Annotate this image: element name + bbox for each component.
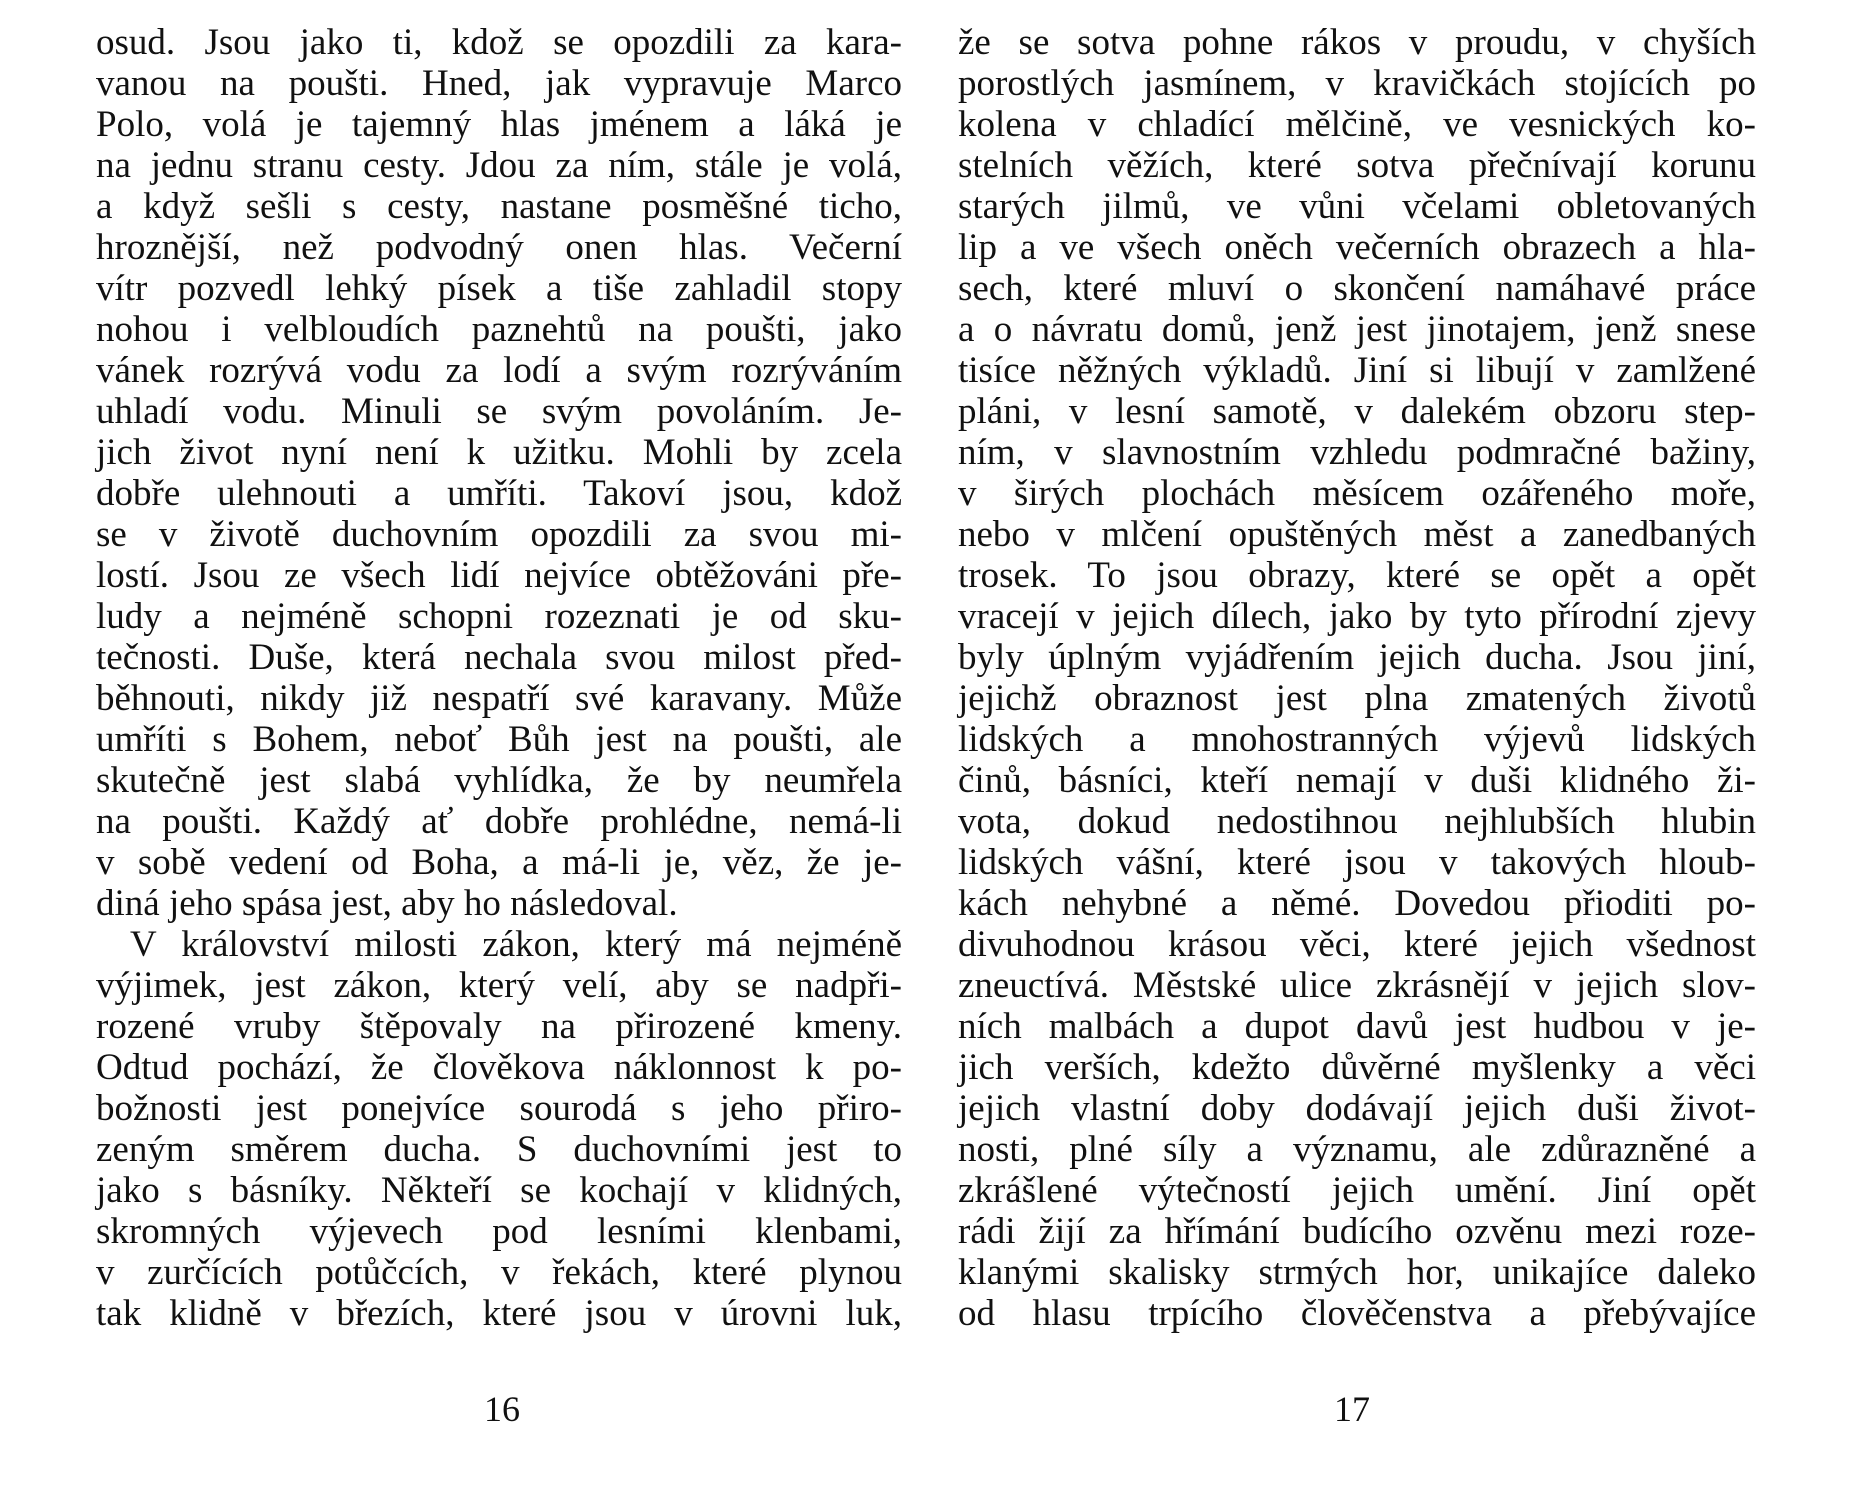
- text-line-content: lidských vášní, které jsou v takových hloub-: [958, 842, 1756, 883]
- text-line-content: a o návratu domů, jenž jest jinotajem, jenž snese: [958, 309, 1756, 350]
- text-line: [958, 350, 1756, 391]
- text-line-content: Polo, volá je tajemný hlas jménem a láká je: [96, 104, 902, 145]
- text-line: [96, 473, 902, 514]
- text-line: [958, 965, 1756, 1006]
- text-line-content: porostlých jasmínem, v kravičkách stojících po: [958, 63, 1756, 104]
- text-line-content: vítr pozvedl lehký písek a tiše zahladil stopy: [96, 268, 902, 309]
- text-line-content: že se sotva pohne rákos v proudu, v chyších: [958, 22, 1756, 63]
- text-line-content: byly úplným vyjádřením jejich ducha. Jsou jiní,: [958, 637, 1756, 678]
- text-line: [96, 678, 902, 719]
- text-line: [958, 391, 1756, 432]
- text-line: [958, 842, 1756, 883]
- text-line-content: se v životě duchovním opozdili za svou mi-: [96, 514, 902, 555]
- text-line: [958, 1088, 1756, 1129]
- text-line-content: zeným směrem ducha. S duchovními jest to: [96, 1129, 902, 1170]
- text-line-content: kolena v chladící mělčině, ve vesnických ko-: [958, 104, 1756, 145]
- text-line-content: zkrášlené výtečností jejich umění. Jiní opět: [958, 1170, 1756, 1211]
- text-line: [958, 1293, 1756, 1334]
- text-line: [958, 637, 1756, 678]
- text-line: [958, 678, 1756, 719]
- text-line-content: vánek rozrývá vodu za lodí a svým rozrýváním: [96, 350, 902, 391]
- text-line: [958, 1047, 1756, 1088]
- text-line: [96, 104, 902, 145]
- text-line-content: skutečně jest slabá vyhlídka, že by neumřela: [96, 760, 902, 801]
- text-line: [958, 924, 1756, 965]
- text-line-content: skromných výjevech pod lesními klenbami,: [96, 1211, 902, 1252]
- text-line-content: vanou na poušti. Hned, jak vypravuje Marco: [96, 63, 902, 104]
- text-line: [96, 555, 902, 596]
- text-line-content: jako s básníky. Někteří se kochají v klidných,: [96, 1170, 902, 1211]
- text-line-content: starých jilmů, ve vůni včelami obletovaných: [958, 186, 1756, 227]
- text-line: [96, 1047, 902, 1088]
- text-line: [958, 555, 1756, 596]
- paragraph: [96, 22, 902, 924]
- text-line: [96, 719, 902, 760]
- text-line-content: rozené vruby štěpovaly na přirozené kmeny.: [96, 1006, 902, 1047]
- text-line-content: zneuctívá. Městské ulice zkrásnějí v jejich slov-: [958, 965, 1756, 1006]
- text-line-content: nebo v mlčení opuštěných měst a zanedbaných: [958, 514, 1756, 555]
- left-page-text: [96, 22, 902, 1334]
- text-line: [958, 801, 1756, 842]
- text-line-content: V království milosti zákon, který má nejméně: [130, 924, 902, 965]
- text-line: [96, 391, 902, 432]
- text-line: [96, 1170, 902, 1211]
- text-line: [958, 1211, 1756, 1252]
- text-line-content: osud. Jsou jako ti, kdož se opozdili za kara-: [96, 22, 902, 63]
- text-line-content: na jednu stranu cesty. Jdou za ním, stále je volá,: [96, 145, 902, 186]
- text-line-content: tečnosti. Duše, která nechala svou milost před-: [96, 637, 902, 678]
- text-line-content: jich verších, kdežto důvěrné myšlenky a věci: [958, 1047, 1756, 1088]
- text-line-content: umříti s Bohem, neboť Bůh jest na poušti, ale: [96, 719, 902, 760]
- text-line-content: trosek. To jsou obrazy, které se opět a opět: [958, 555, 1756, 596]
- text-line-content: v sobě vedení od Boha, a má-li je, věz, že je-: [96, 842, 902, 883]
- text-line: [96, 350, 902, 391]
- text-line: [958, 1252, 1756, 1293]
- text-line: [958, 760, 1756, 801]
- text-line-content: ních malbách a dupot davů jest hudbou v je-: [958, 1006, 1756, 1047]
- text-line-content: rádi žijí za hřímání budícího ozvěnu mezi roze-: [958, 1211, 1756, 1252]
- text-line-content: klanými skalisky strmých hor, unikajíce daleko: [958, 1252, 1756, 1293]
- text-line-content: kách nehybné a němé. Dovedou přioditi po-: [958, 883, 1756, 924]
- text-line: [96, 22, 902, 63]
- text-line-content: výjimek, jest zákon, který velí, aby se nadpři-: [96, 965, 902, 1006]
- text-line: [958, 1170, 1756, 1211]
- text-line-content: pláni, v lesní samotě, v dalekém obzoru step-: [958, 391, 1756, 432]
- text-line-content: lip a ve všech oněch večerních obrazech a hla-: [958, 227, 1756, 268]
- text-line-content: běhnouti, nikdy již nespatří své karavany. Může: [96, 678, 902, 719]
- text-line: [96, 965, 902, 1006]
- text-line-content: jejichž obraznost jest plna zmatených životů: [958, 678, 1756, 719]
- text-line-content: a když sešli s cesty, nastane posměšné ticho,: [96, 186, 902, 227]
- text-line: [96, 1088, 902, 1129]
- text-line-content: nosti, plné síly a významu, ale zdůrazněné a: [958, 1129, 1756, 1170]
- text-line-content: lostí. Jsou ze všech lidí nejvíce obtěžováni pře-: [96, 555, 902, 596]
- text-line-content: hroznější, než podvodný onen hlas. Večerní: [96, 227, 902, 268]
- text-line: [96, 637, 902, 678]
- text-line: [96, 842, 902, 883]
- text-line: [96, 1129, 902, 1170]
- text-line: [96, 883, 902, 924]
- text-line: [96, 227, 902, 268]
- text-line: [96, 1293, 902, 1334]
- text-line-content: tisíce něžných výkladů. Jiní si libují v zamlžené: [958, 350, 1756, 391]
- text-line-content: sech, které mluví o skončení namáhavé práce: [958, 268, 1756, 309]
- right-page-text: [958, 22, 1756, 1334]
- text-line-content: divuhodnou krásou věci, které jejich všednost: [958, 924, 1756, 965]
- text-line-content: stelních věžích, které sotva přečnívají korunu: [958, 145, 1756, 186]
- text-line: [958, 227, 1756, 268]
- page-number-left: 16: [484, 1389, 520, 1429]
- text-line: [958, 596, 1756, 637]
- text-line-content: ním, v slavnostním vzhledu podmračné bažiny,: [958, 432, 1756, 473]
- text-line: [96, 760, 902, 801]
- text-line-content: diná jeho spása jest, aby ho následoval.: [96, 883, 678, 924]
- text-line-content: božnosti jest ponejvíce sourodá s jeho přiro-: [96, 1088, 902, 1129]
- text-line: [96, 596, 902, 637]
- text-line: [96, 145, 902, 186]
- text-line-content: vota, dokud nedostihnou nejhlubších hlubin: [958, 801, 1756, 842]
- text-line-content: vracejí v jejich dílech, jako by tyto přírodní zjevy: [958, 596, 1756, 637]
- text-line: [96, 924, 902, 965]
- text-line: [96, 432, 902, 473]
- page-number-right: 17: [1334, 1389, 1370, 1429]
- text-line-content: uhladí vodu. Minuli se svým povoláním. Je-: [96, 391, 902, 432]
- text-line: [958, 104, 1756, 145]
- text-line-content: v širých plochách měsícem ozářeného moře,: [958, 473, 1756, 514]
- text-line: [958, 1129, 1756, 1170]
- text-line: [958, 473, 1756, 514]
- text-line: [96, 63, 902, 104]
- text-line: [958, 268, 1756, 309]
- text-line: [958, 719, 1756, 760]
- text-line: [96, 268, 902, 309]
- text-line: [958, 1006, 1756, 1047]
- text-line: [958, 63, 1756, 104]
- text-line-content: jich život nyní není k užitku. Mohli by zcela: [96, 432, 902, 473]
- text-line-content: ludy a nejméně schopni rozeznati je od sku-: [96, 596, 902, 637]
- text-line: [96, 1211, 902, 1252]
- text-line: [958, 514, 1756, 555]
- text-line-content: v zurčících potůčcích, v řekách, které plynou: [96, 1252, 902, 1293]
- text-line-content: od hlasu trpícího člověčenstva a přebývajíce: [958, 1293, 1756, 1334]
- text-line: [958, 309, 1756, 350]
- text-line-content: jejich vlastní doby dodávají jejich duši život-: [958, 1088, 1756, 1129]
- text-line: [96, 186, 902, 227]
- text-line-content: činů, básníci, kteří nemají v duši klidného ži-: [958, 760, 1756, 801]
- text-line: [958, 145, 1756, 186]
- text-line-content: Odtud pochází, že člověkova náklonnost k po-: [96, 1047, 902, 1088]
- text-line: [958, 883, 1756, 924]
- paragraph: [958, 22, 1756, 1334]
- text-line-content: lidských a mnohostranných výjevů lidských: [958, 719, 1756, 760]
- text-line: [958, 186, 1756, 227]
- text-line: [96, 1006, 902, 1047]
- text-line: [96, 514, 902, 555]
- text-line-content: na poušti. Každý ať dobře prohlédne, nemá-li: [96, 801, 902, 842]
- text-line-content: tak klidně v březích, které jsou v úrovni luk,: [96, 1293, 902, 1334]
- text-line: [958, 22, 1756, 63]
- text-line: [96, 801, 902, 842]
- text-line-content: nohou i velbloudích paznehtů na poušti, jako: [96, 309, 902, 350]
- paragraph: [96, 924, 902, 1334]
- text-line: [958, 432, 1756, 473]
- text-line: [96, 309, 902, 350]
- text-line-content: dobře ulehnouti a umříti. Takoví jsou, kdož: [96, 473, 902, 514]
- text-line: [96, 1252, 902, 1293]
